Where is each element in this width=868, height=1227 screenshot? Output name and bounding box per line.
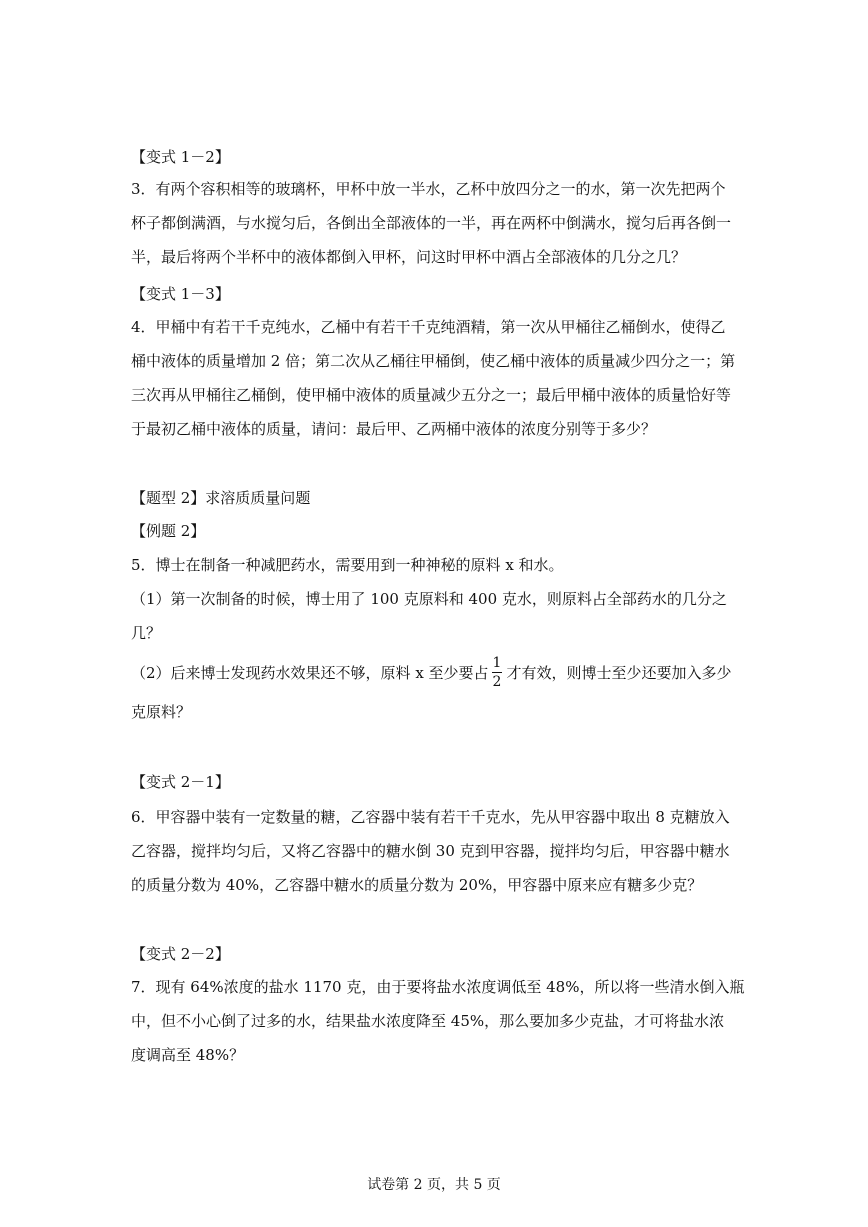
question-5-part-2-text-before: （2）后来博士发现药水效果还不够，原料 x 至少要占: [131, 663, 489, 682]
question-7-line-1: 7．现有 64%浓度的盐水 1170 克，由于要将盐水浓度调低至 48%，所以将一些清水倒入瓶: [131, 978, 745, 996]
question-4-line-1: 4．甲桶中有若干千克纯水，乙桶中有若干千克纯酒精，第一次从甲桶往乙桶倒水，使得乙: [131, 318, 726, 336]
section-label-example-2: 【例题 2】: [131, 522, 206, 540]
question-5-part-2-line-1: [131, 655, 731, 690]
section-label-variant-2-2: 【变式 2－2】: [131, 945, 230, 963]
question-3-line-1: 3．有两个容积相等的玻璃杯，甲杯中放一半水，乙杯中放四分之一的水，第一次先把两个: [131, 180, 726, 198]
question-3-line-3: 半，最后将两个半杯中的液体都倒入甲杯，问这时甲杯中酒占全部液体的几分之几？: [131, 248, 687, 266]
question-6-line-1: 6．甲容器中装有一定数量的糖，乙容器中装有若干千克水，先从甲容器中取出 8 克糖放入: [131, 808, 730, 826]
section-label-variant-2-1: 【变式 2－1】: [131, 773, 230, 791]
question-3-line-2: 杯子都倒满酒，与水搅匀后，各倒出全部液体的一半，再在两杯中倒满水，搅匀后再各倒一: [131, 214, 732, 232]
question-5-part-1-line-2: 几？: [131, 624, 162, 642]
fraction-numerator: 1: [492, 655, 502, 671]
question-5-part-2-text-after: 才有效，则博士至少还要加入多少: [506, 663, 732, 682]
question-4-line-3: 三次再从甲桶往乙桶倒，使甲桶中液体的质量减少五分之一；最后甲桶中液体的质量恰好等: [131, 386, 732, 404]
fraction-denominator: 2: [492, 674, 502, 690]
question-5-stem: 5．博士在制备一种减肥药水，需要用到一种神秘的原料 x 和水。: [131, 556, 564, 574]
page-footer: 试卷第 2 页，共 5 页: [367, 1177, 501, 1193]
question-5-part-2-line-2: 克原料？: [131, 703, 192, 721]
question-7-line-3: 度调高至 48%？: [131, 1046, 245, 1064]
question-4-line-2: 桶中液体的质量增加 2 倍；第二次从乙桶往甲桶倒，使乙桶中液体的质量减少四分之一；第: [131, 352, 736, 370]
question-6-line-3: 的质量分数为 40%，乙容器中糖水的质量分数为 20%，甲容器中原来应有糖多少克？: [131, 876, 703, 894]
section-label-type-2: 【题型 2】求溶质质量问题: [131, 489, 311, 507]
question-4-line-4: 于最初乙桶中液体的质量，请问：最后甲、乙两桶中液体的浓度分别等于多少？: [131, 420, 657, 438]
fraction-one-half: [492, 655, 503, 690]
question-6-line-2: 乙容器，搅拌均匀后，又将乙容器中的糖水倒 30 克到甲容器，搅拌均匀后，甲容器中糖水: [131, 842, 730, 860]
section-label-variant-1-2: 【变式 1－2】: [131, 148, 230, 166]
section-label-variant-1-3: 【变式 1－3】: [131, 285, 230, 303]
question-7-line-2: 中，但不小心倒了过多的水，结果盐水浓度降至 45%，那么要加多少克盐，才可将盐水浓: [131, 1012, 725, 1030]
question-5-part-1-line-1: （1）第一次制备的时候，博士用了 100 克原料和 400 克水，则原料占全部药水的几分之: [131, 590, 727, 608]
